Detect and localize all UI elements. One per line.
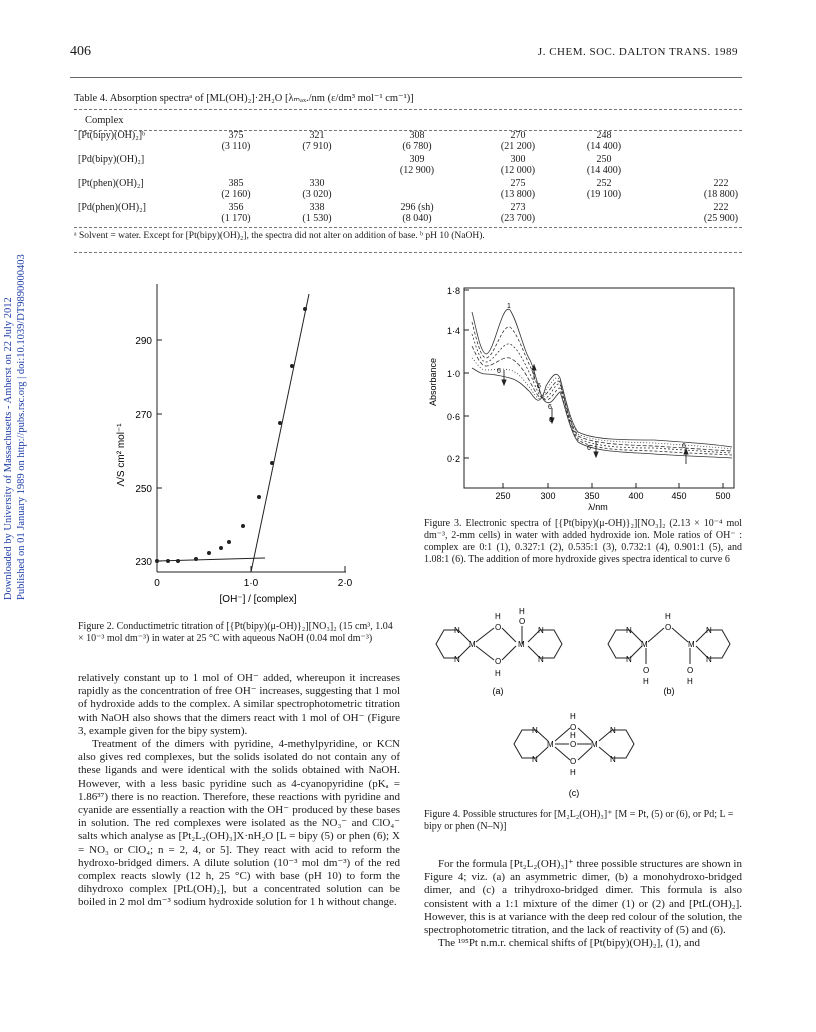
figure2-fit-line-flat	[157, 558, 265, 561]
figure3-curve-label: 6	[587, 445, 591, 452]
atom-h: H	[570, 712, 576, 721]
table4-epsilon-cell: (12 900)	[399, 165, 435, 176]
figure2-plot	[100, 280, 360, 605]
figure3-ytick: 0·2	[446, 454, 460, 464]
atom-h: H	[665, 612, 671, 621]
download-notice-line2[interactable]: Published on 01 January 1989 on http://pubs.rsc.org | doi:10.1039/DT9890000403	[16, 254, 27, 600]
figure3-xtick: 250	[495, 491, 511, 501]
atom-h: H	[643, 677, 649, 686]
figure3-plot	[424, 282, 744, 512]
left-column	[78, 672, 400, 910]
table4-peak-cell: 250	[596, 154, 612, 165]
figure2-point	[303, 307, 307, 311]
figure2-point	[207, 551, 211, 555]
atom-n: N	[610, 755, 616, 764]
page-number: 406	[70, 44, 91, 59]
table4-epsilon-cell: (13 800)	[500, 189, 536, 200]
figure3-curve-label: 6	[497, 368, 501, 375]
table4-column-header: Complex	[85, 115, 124, 126]
table4-complex-name: [Pd(bipy)(OH)₂]	[78, 154, 145, 165]
table4-peak-cell: 270	[510, 130, 526, 141]
table4-peak-cell: 308	[409, 130, 425, 141]
figure2-yticks	[135, 336, 162, 568]
table4-peak-cell: 321	[309, 130, 325, 141]
table4-peak-cell: 275	[510, 178, 526, 189]
figure2-point	[155, 559, 159, 563]
figure3-xtick: 500	[715, 491, 731, 501]
figure2-ytick-290: 290	[135, 336, 152, 347]
figure2-point	[176, 559, 180, 563]
figure3-curve-label: 6	[549, 417, 553, 424]
figure3-curves	[472, 309, 732, 458]
table4-footnote: ᵃ Solvent = water. Except for [Pt(bipy)(OH)₂], the spectra did not alter on addition of base. ᵇ pH 10 (NaOH).	[74, 231, 485, 241]
atom-n: N	[626, 655, 632, 664]
figure3-curve-3	[472, 334, 732, 453]
atom-m: M	[591, 740, 598, 749]
table4-complex-name: [Pt(phen)(OH)₂]	[78, 178, 144, 189]
right-paragraph-1: For the formula [Pt₂L₂(OH)₃]⁺ three possible structures are shown in Figure 4; viz. (a) an asymmetric dimer, (b) a monohydroxo-bridged dimer, and (c) a trihydroxo-bridged dimer. This formula is also consistent with a 1:1 mixture of the dimer (1) or (2) and [PtL(OH)₂]. However, this is at variance with the deep red colour of the solution, the spectrophotometric titration, and the lack of reactivity of (5) and (6).	[424, 858, 742, 937]
table4-epsilon-cell: (12 000)	[500, 165, 536, 176]
atom-o: O	[570, 723, 577, 732]
figure2-fit-line-steep	[251, 294, 309, 572]
table4-epsilon-cell: (25 900)	[703, 213, 739, 224]
table4-peak-cell: 330	[309, 178, 325, 189]
table4-end-rule	[74, 252, 742, 253]
journal-header: J. CHEM. SOC. DALTON TRANS. 1989	[537, 46, 738, 58]
atom-m: M	[688, 640, 695, 649]
atom-o: O	[495, 623, 502, 632]
atom-m: M	[547, 740, 554, 749]
figure2-xlabel: [OH⁻] / [complex]	[219, 594, 297, 605]
header-rule	[70, 77, 742, 78]
right-paragraph-2: The ¹⁹⁵Pt n.m.r. chemical shifts of [Pt(bipy)(OH)₂], (1), and	[438, 937, 700, 950]
atom-n: N	[532, 726, 538, 735]
figure2-ytick-270: 270	[135, 410, 152, 421]
atom-h: H	[495, 669, 501, 678]
structure-a-atoms	[454, 607, 544, 678]
figure2-points	[155, 307, 307, 563]
table4-epsilon-cell: (14 400)	[586, 141, 622, 152]
atom-o: O	[519, 617, 526, 626]
right-column	[424, 858, 742, 950]
atom-n: N	[538, 655, 544, 664]
table4-peak-cell: 222	[713, 178, 729, 189]
figure3-curve-2	[472, 322, 732, 455]
table4-peak-cell: 248	[596, 130, 612, 141]
table4-epsilon-cell: (2 160)	[221, 189, 251, 200]
figure3-caption: Figure 3. Electronic spectra of [{Pt(bipy)(μ-OH)}₂][NO₃]₂ (2.13 × 10⁻⁴ mol dm⁻³, 2-mm cells) in water with added hydroxide ion. Mole ratios of OH⁻ : complex are 0:1 (1), 0.327:1 (2), 0.535:1 (3), 0.732:1 (4), 0.901:1 (5), and 1.08:1 (6). The addition of more hydroxide gives spectra identical to curve 6	[424, 518, 742, 565]
figure3-curve-label: 6	[548, 404, 552, 411]
table4-top-rule	[74, 109, 742, 110]
table4-peak-cell: 296 (sh)	[400, 202, 434, 213]
table4-epsilon-cell: (6 780)	[402, 141, 432, 152]
figure3-curve-labels	[497, 303, 686, 452]
atom-m: M	[518, 640, 525, 649]
atom-h: H	[570, 768, 576, 777]
figure3-curve-5	[472, 358, 732, 449]
table4-title: Table 4. Absorption spectraᵃ of [ML(OH)₂]·2H₂O [λₘₐₓ./nm (ε/dm³ mol⁻¹ cm⁻¹)]	[74, 93, 414, 104]
table4-epsilon-cell: (8 040)	[402, 213, 432, 224]
figure2-point	[290, 364, 294, 368]
atom-o: O	[495, 657, 502, 666]
figure2-point	[241, 524, 245, 528]
figure4-caption: Figure 4. Possible structures for [M₂L₂(OH)₃]⁺ [M = Pt, (5) or (6), or Pd; L = bipy or phen (N–N)]	[424, 809, 734, 832]
table4-bottom-rule	[74, 227, 742, 228]
table4-epsilon-cell: (14 400)	[586, 165, 622, 176]
table4-epsilon-cell: (18 800)	[703, 189, 739, 200]
figure3-frame	[464, 288, 734, 488]
download-notice	[2, 254, 28, 600]
table4-complex-name: [Pd(phen)(OH)₂]	[78, 202, 146, 213]
figure3-xtick: 300	[540, 491, 556, 501]
figure2-xtick-2: 2·0	[337, 578, 353, 589]
figure3-xticks	[495, 483, 730, 501]
figure3-ytick: 1·4	[446, 326, 460, 336]
table4-header-rule	[74, 130, 742, 131]
structure-b-label: (b)	[663, 686, 675, 696]
table4-epsilon-cell: (3 020)	[302, 189, 332, 200]
figure2-point	[278, 421, 282, 425]
table4-epsilon-cell: (19 100)	[586, 189, 622, 200]
atom-h: H	[687, 677, 693, 686]
atom-n: N	[706, 626, 712, 635]
figure3-curve-6	[472, 368, 732, 447]
figure2-point	[257, 495, 261, 499]
left-paragraph-2: Treatment of the dimers with pyridine, 4-methylpyridine, or KCN also gives red complexes, but the solids isolated do not contain any of these ligands and were identical with the solids obtained with NaOH. However, with a less basic pyridine such as 4-cyanopyridine (pKₐ = 1.86³⁷) there is no reaction. Therefore, these reactions with pyridine and cyanide are essentially a reaction with the OH⁻ produced by these bases in solution. The red complexes were isolated as the NO₃⁻ and ClO₄⁻ salts which analyse as [Pt₂L₂(OH)₃]X·nH₂O [L = bipy (5) or phen (6); X = NO₃ or ClO₄; n = 2, 4, or 5]. They react with acid to reform the hydroxo-bridged dimers. A dilute solution (10⁻³ mol dm⁻³) of the red complex reacts slowly (12 h, 25 °C) with base (pH 10) to form the dihydroxo complex [PtL(OH)₂], but a concentrated solution can be boiled in 2 mol dm⁻³ sodium hydroxide solution for 1 h without change.	[78, 738, 400, 909]
atom-h: H	[519, 607, 525, 616]
figure2-xtick-0: 0	[154, 578, 160, 589]
table4-peak-cell: 273	[510, 202, 526, 213]
table4-peak-cell: 356	[228, 202, 244, 213]
figure3-xlabel: λ/nm	[588, 502, 608, 512]
figure2-xtick-1: 1·0	[243, 578, 259, 589]
figure3-curve-1	[472, 309, 732, 458]
figure2-point	[194, 557, 198, 561]
table4-peak-cell: 300	[510, 154, 526, 165]
structure-c-atoms	[532, 712, 616, 777]
atom-n: N	[454, 626, 460, 635]
table4-epsilon-cell: (21 200)	[500, 141, 536, 152]
left-paragraph-1: relatively constant up to 1 mol of OH⁻ added, whereupon it increases rapidly as the concentration of free OH⁻ increases, suggesting that 1 mol of hydroxide adds to the complex. A similar spectrophotometric titration with NaOH also shows that the dimers react with 1 mol of OH⁻ (Figure 3, example given for the bipy system).	[78, 672, 400, 737]
atom-o: O	[570, 757, 577, 766]
atom-h: H	[570, 731, 576, 740]
table4-peak-cell: 338	[309, 202, 325, 213]
atom-m: M	[469, 640, 476, 649]
figure2-xticks	[154, 566, 352, 589]
atom-n: N	[626, 626, 632, 635]
figure3-xtick: 400	[628, 491, 644, 501]
table4-epsilon-cell: (7 910)	[302, 141, 332, 152]
figure3-ytick: 1·8	[446, 286, 460, 296]
figure2-ytick-230: 230	[135, 557, 152, 568]
figure3-ytick: 1·0	[446, 369, 460, 379]
table4-epsilon-cell: (1 170)	[221, 213, 251, 224]
table4-epsilon-cell: (3 110)	[221, 141, 251, 152]
atom-m: M	[641, 640, 648, 649]
atom-n: N	[532, 755, 538, 764]
atom-h: H	[495, 612, 501, 621]
figure2-point	[219, 546, 223, 550]
figure2-point	[270, 461, 274, 465]
figure3-yticks	[447, 286, 469, 464]
table4-peak-cell: 222	[713, 202, 729, 213]
figure3-curve-label: 6	[682, 443, 686, 450]
atom-n: N	[538, 626, 544, 635]
figure3-curve-label: 6	[537, 383, 541, 390]
atom-o: O	[570, 740, 577, 749]
figure3-ylabel: Absorbance	[428, 357, 438, 407]
figure2-point	[166, 559, 170, 563]
figure2-ylabel: Λ/S cm² mol⁻¹	[116, 423, 127, 487]
figure3-arrows	[502, 365, 688, 464]
figure3-xtick: 350	[584, 491, 600, 501]
table4-peak-cell: 252	[596, 178, 612, 189]
atom-n: N	[610, 726, 616, 735]
table4-complex-name: [Pt(bipy)(OH)₂]ᵇ	[78, 130, 146, 141]
atom-o: O	[665, 623, 672, 632]
figure3-ytick: 0·6	[446, 412, 460, 422]
figure4-structures	[424, 604, 744, 804]
atom-n: N	[454, 655, 460, 664]
figure2-point	[227, 540, 231, 544]
table4-peak-cell: 375	[228, 130, 244, 141]
download-notice-line1[interactable]: Downloaded by University of Massachusetts - Amherst on 22 July 2012	[3, 297, 14, 600]
structure-c-label: (c)	[568, 788, 580, 798]
table4-epsilon-cell: (23 700)	[500, 213, 536, 224]
figure3-xtick: 450	[671, 491, 687, 501]
structure-a-label: (a)	[492, 686, 504, 696]
table4-peak-cell: 385	[228, 178, 244, 189]
figure3-curve-label: 1	[507, 303, 511, 310]
atom-n: N	[706, 655, 712, 664]
figure3-curve-4	[472, 346, 732, 451]
atom-o: O	[687, 666, 694, 675]
figure2-ytick-250: 250	[135, 484, 152, 495]
figure2-caption: Figure 2. Conductimetric titration of [{Pt(bipy)(μ-OH)}₂][NO₃]₂ (15 cm³, 1.04 × 10⁻³ mol dm⁻³) in water at 25 °C with aqueous NaOH (0.04 mol dm⁻³)	[78, 621, 393, 644]
table4-epsilon-cell: (1 530)	[302, 213, 332, 224]
atom-o: O	[643, 666, 650, 675]
table4-peak-cell: 309	[409, 154, 425, 165]
